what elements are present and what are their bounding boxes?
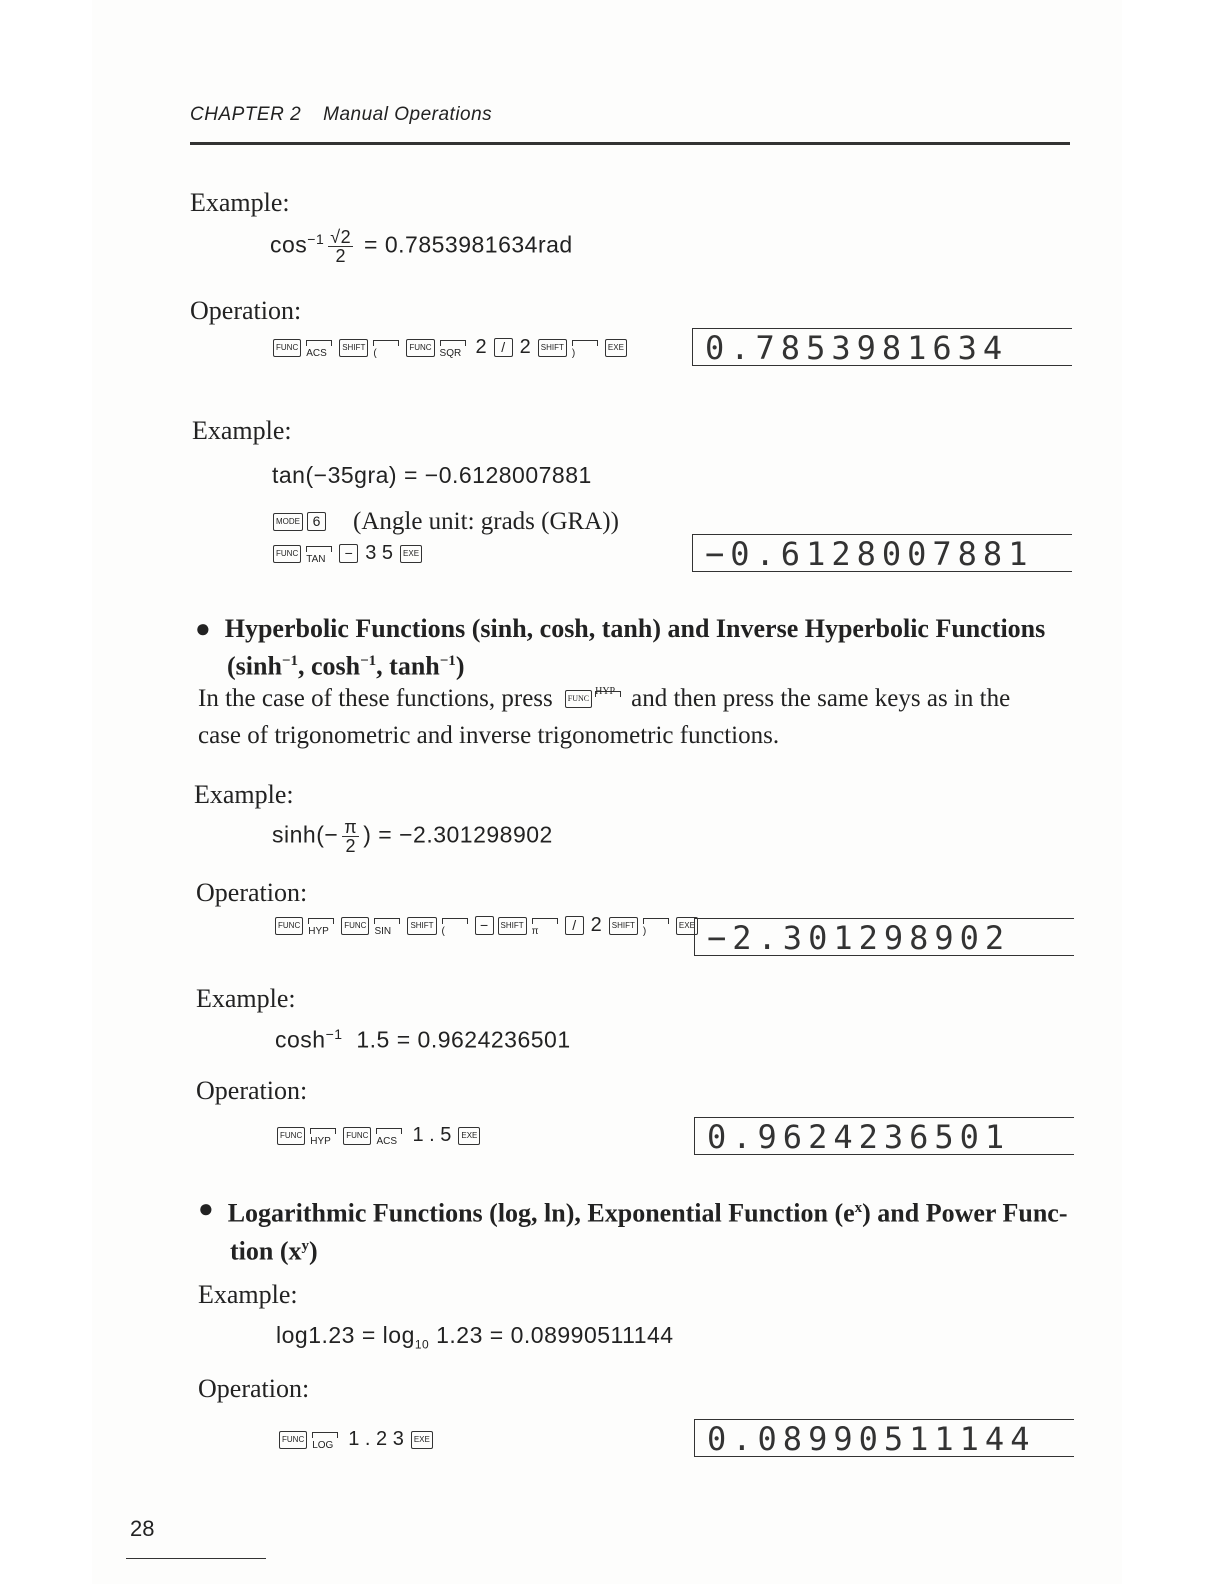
exe-key: EXE [400,545,422,563]
hyp-key: HYP [593,688,623,710]
func-key: FUNC [273,339,301,357]
lcd-display-ex4: 0.9624236501 [694,1117,1074,1155]
equation-sinh: sinh(− $\frac{\pi}{2}$ ) = −2.301298902 [272,817,553,856]
digit-keys: 1 . 5 [412,1124,452,1146]
digit-keys: 1 . 2 3 [348,1428,404,1450]
section-heading-hyperbolic [195,612,1075,683]
lcd-display-ex2: −0.6128007881 [692,534,1072,572]
equation-tan: tan(−35gra) = −0.6128007881 [272,462,592,488]
lcd-display-ex1: 0.7853981634 [692,328,1072,366]
keystrokes-ex4 [276,1124,481,1147]
shift-key: SHIFT [339,339,368,357]
fraction-den: 2 [335,246,346,266]
exe-key: EXE [605,339,627,357]
func-key: FUNC [343,1127,371,1145]
mode-keystrokes [272,503,619,540]
keystrokes-ex3 [274,914,699,937]
sin-key: SIN [372,915,402,937]
bullet-dot: ● [195,614,211,643]
heading-line-2: ($\sinh^{-1}$, $\cosh^{-1}$, $\tanh^{-1}$) [227,651,465,681]
fraction [328,228,353,265]
equation-log: $\log 1.23 = \log_{10} 1.23 = 0.08990511144$ [276,1322,674,1352]
func-key: FUNC [273,545,301,563]
acs-key: ACS [374,1125,404,1147]
divide-key: / [565,916,584,935]
pi-key: π [530,915,560,937]
body-text: In the case of these functions, press [198,685,553,712]
eq-func: cos [270,231,308,258]
close-paren-key: ) [641,915,671,937]
page-number: 28 [130,1516,155,1541]
func-key: FUNC [275,917,303,935]
exe-key: EXE [676,917,698,935]
operation-label: Operation: [196,1076,308,1105]
shift-key: SHIFT [609,917,638,935]
chapter-label: CHAPTER 2 [190,104,302,125]
keystrokes-ex1 [272,336,628,359]
minus-key: − [339,544,358,563]
func-key: FUNC [279,1431,307,1449]
hyp-key: HYP [308,1125,338,1147]
eq-sup: −1 [307,230,325,247]
chapter-title: Manual Operations [323,104,493,125]
lcd-display-ex5: 0.08990511144 [694,1419,1074,1457]
section-body-hyperbolic [198,680,1074,754]
tan-key: TAN [304,543,334,565]
example-label: Example: [194,780,294,809]
operation-label: Operation: [190,296,302,325]
func-key: FUNC [341,917,369,935]
equation-acosh: $\cosh^{-1} 1.5 = 0.9624236501$ [275,1026,571,1053]
func-key: FUNC [277,1127,305,1145]
keystrokes-ex2 [272,542,423,565]
example-label: Example: [196,984,296,1013]
func-key: FUNC [406,339,434,357]
keystrokes-ex5 [278,1428,434,1451]
running-header [190,104,492,126]
lcd-display-ex3: −2.301298902 [694,918,1074,956]
digit-key: 2 [590,914,602,936]
body-text: and then press the same keys as in the [631,685,1011,712]
hyp-key: HYP [306,915,336,937]
operation-label: Operation: [198,1374,310,1403]
equation-arccos [270,228,573,265]
log-key: LOG [310,1429,340,1451]
open-paren-key: ( [371,337,401,359]
open-paren-key: ( [440,915,470,937]
fraction-num: √2 [330,227,352,247]
exe-key: EXE [411,1431,433,1449]
digit-keys: 3 5 [365,542,394,564]
acs-key: ACS [304,337,334,359]
close-paren-key: ) [570,337,600,359]
minus-key: − [475,916,494,935]
bullet-dot: ● [198,1194,214,1223]
body-text: case of trigonometric and inverse trigonometric functions. [198,722,780,749]
section-heading-log: ● Logarithmic Functions (log, ln), Exponential Function $(e^x)$ and Power Func- tion $(x^y)$ [198,1194,1068,1266]
operation-label: Operation: [196,878,308,907]
digit-key: 2 [475,336,487,358]
footer-rule [126,1558,266,1559]
mode-key: MODE [273,513,303,531]
shift-key: SHIFT [498,917,527,935]
divide-key: / [494,338,513,357]
exe-key: EXE [458,1127,480,1145]
example-label: Example: [190,188,290,217]
heading-line-1: Hyperbolic Functions (sinh, cosh, tanh) and Inverse Hyperbolic Functions [224,614,1046,643]
example-label: Example: [192,416,292,445]
digit-6-key: 6 [307,512,326,531]
shift-key: SHIFT [538,339,567,357]
header-rule [190,142,1070,145]
mode-note: (Angle unit: grads (GRA)) [353,508,619,535]
sqr-key: SQR [438,337,468,359]
digit-key: 2 [519,336,531,358]
shift-key: SHIFT [407,917,436,935]
func-key: FUNC [565,690,592,708]
example-label: Example: [198,1280,298,1309]
eq-result: = 0.7853981634rad [364,231,573,258]
